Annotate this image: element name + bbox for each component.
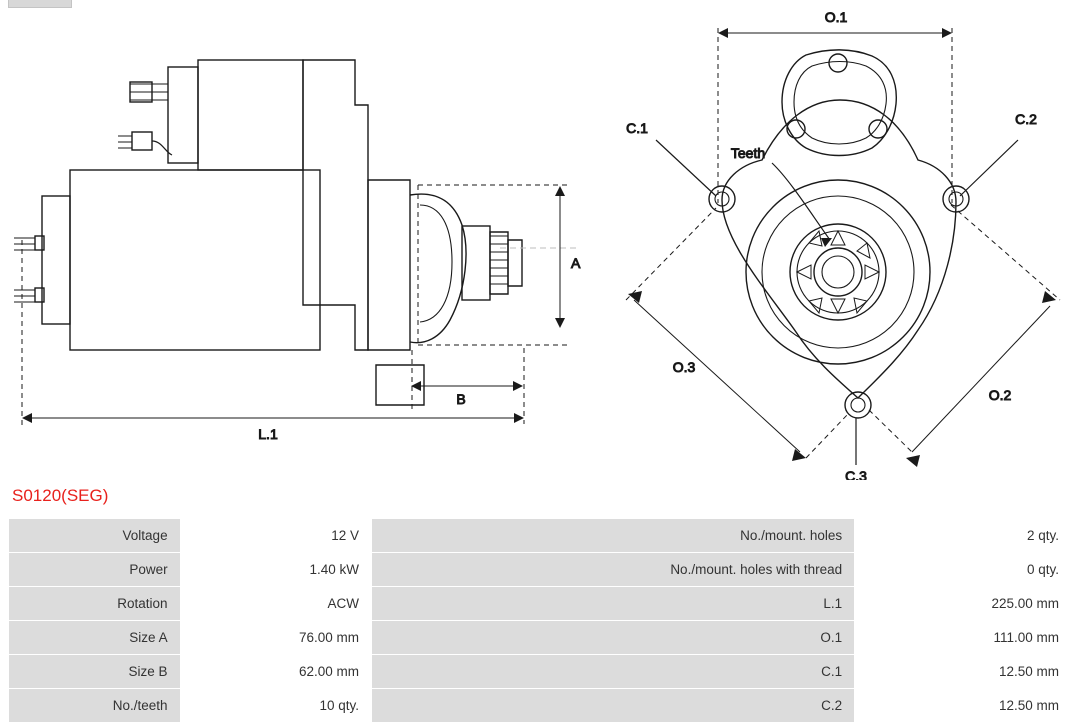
side-view-dimensions <box>22 185 581 442</box>
label-c1: C.1 <box>626 120 648 136</box>
label-size-b: B <box>456 391 466 407</box>
label-o1: O.1 <box>824 9 848 25</box>
label-c3: C.3 <box>845 468 867 480</box>
specification-table <box>8 518 1072 723</box>
starter-front-view <box>709 50 969 418</box>
spec-label-mount-holes: No./mount. holes <box>372 519 855 553</box>
spec-label-rotation: Rotation <box>9 587 181 621</box>
spec-label-voltage: Voltage <box>9 519 181 553</box>
spec-value-voltage: 12 V <box>180 519 371 553</box>
spec-value-no-teeth: 10 qty. <box>180 689 371 723</box>
table-row <box>9 587 1072 621</box>
starter-side-view <box>14 60 580 405</box>
spec-label-l1: L.1 <box>372 587 855 621</box>
spec-label-size-b: Size B <box>9 655 181 689</box>
spec-value-mount-holes-thread: 0 qty. <box>855 553 1072 587</box>
spec-value-c1: 12.50 mm <box>855 655 1072 689</box>
table-row <box>9 655 1072 689</box>
label-teeth: Teeth <box>730 145 766 161</box>
table-row <box>9 689 1072 723</box>
label-o2: O.2 <box>988 387 1012 403</box>
table-row <box>9 553 1072 587</box>
label-c2: C.2 <box>1015 111 1037 127</box>
table-row <box>9 621 1072 655</box>
spec-label-size-a: Size A <box>9 621 181 655</box>
table-row <box>9 519 1072 553</box>
spec-value-size-b: 62.00 mm <box>180 655 371 689</box>
spec-value-c2: 12.50 mm <box>855 689 1072 723</box>
label-o3: O.3 <box>672 359 696 375</box>
spec-label-c2: C.2 <box>372 689 855 723</box>
spec-value-o1: 111.00 mm <box>855 621 1072 655</box>
page-title: S0120(SEG) <box>12 486 109 505</box>
spec-value-rotation: ACW <box>180 587 371 621</box>
label-size-a: A <box>571 255 581 271</box>
spec-label-mount-holes-thread: No./mount. holes with thread <box>372 553 855 587</box>
spec-value-l1: 225.00 mm <box>855 587 1072 621</box>
spec-value-power: 1.40 kW <box>180 553 371 587</box>
spec-label-power: Power <box>9 553 181 587</box>
spec-label-no-teeth: No./teeth <box>9 689 181 723</box>
spec-value-size-a: 76.00 mm <box>180 621 371 655</box>
spec-label-c1: C.1 <box>372 655 855 689</box>
spec-value-mount-holes: 2 qty. <box>855 519 1072 553</box>
label-length-l1: L.1 <box>258 426 278 442</box>
spec-label-o1: O.1 <box>372 621 855 655</box>
